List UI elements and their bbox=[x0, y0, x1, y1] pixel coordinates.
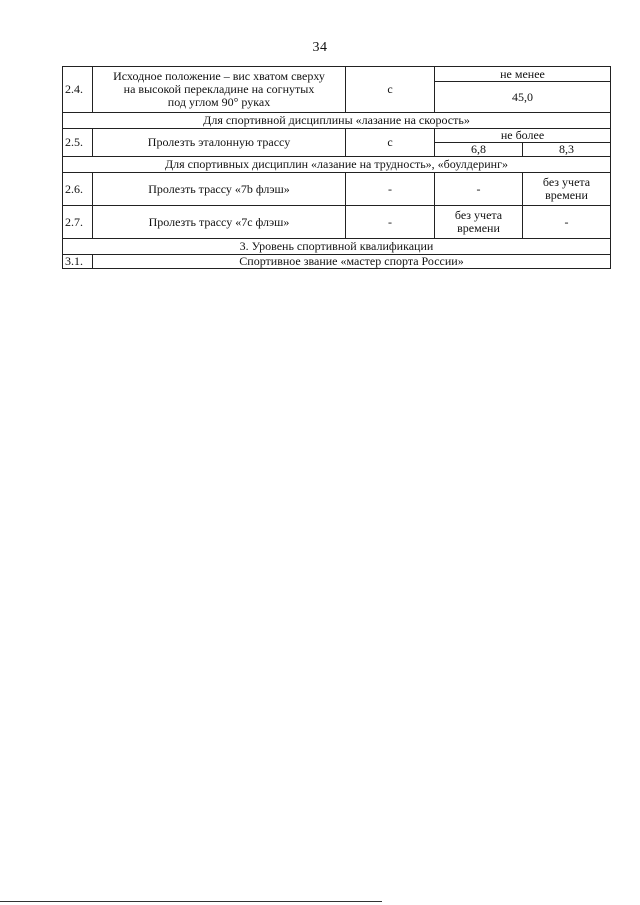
value-cell: - bbox=[523, 206, 611, 239]
row-number: 2.6. bbox=[63, 173, 93, 206]
unit-cell: с bbox=[346, 129, 435, 157]
value-cell: 6,8 bbox=[435, 143, 523, 157]
exercise-description: Пролезть трассу «7b флэш» bbox=[93, 173, 346, 206]
value-cell bbox=[435, 206, 523, 239]
value-line: времени bbox=[545, 188, 588, 202]
row-number: 2.5. bbox=[63, 129, 93, 157]
row-number: 2.7. bbox=[63, 206, 93, 239]
table-row bbox=[63, 67, 611, 82]
section-row bbox=[63, 157, 611, 173]
description-line: под углом 90° руках bbox=[167, 95, 271, 109]
table-row bbox=[63, 129, 611, 143]
description-line: на высокой перекладине на согнутых bbox=[123, 82, 315, 96]
table-row bbox=[63, 206, 611, 239]
section-heading-level: 3. Уровень спортивной квалификации bbox=[63, 239, 611, 255]
criterion-label: не менее bbox=[435, 67, 611, 82]
page-number: 34 bbox=[312, 40, 328, 55]
value-line: без учета bbox=[454, 208, 503, 222]
table-row bbox=[63, 255, 611, 269]
value-line: времени bbox=[457, 221, 500, 235]
row-number: 2.4. bbox=[63, 67, 93, 113]
exercise-description: Спортивное звание «мастер спорта России» bbox=[93, 255, 611, 269]
bottom-rule bbox=[0, 901, 382, 902]
value-cell bbox=[523, 173, 611, 206]
description-line: Исходное положение – вис хватом сверху bbox=[113, 69, 325, 83]
standards-table bbox=[62, 66, 611, 269]
section-heading-speed: Для спортивной дисциплины «лазание на скорость» bbox=[63, 113, 611, 129]
exercise-description: Пролезть эталонную трассу bbox=[93, 129, 346, 157]
unit-cell: с bbox=[346, 67, 435, 113]
exercise-description: Пролезть трассу «7c флэш» bbox=[93, 206, 346, 239]
value-cell: 8,3 bbox=[523, 143, 611, 157]
section-heading-difficulty: Для спортивных дисциплин «лазание на трудность», «боулдеринг» bbox=[63, 157, 611, 173]
value-cell: 45,0 bbox=[435, 82, 611, 113]
exercise-description bbox=[93, 67, 346, 113]
section-row bbox=[63, 113, 611, 129]
value-cell: - bbox=[435, 173, 523, 206]
value-line: без учета bbox=[542, 175, 591, 189]
section-row bbox=[63, 239, 611, 255]
criterion-label: не более bbox=[435, 129, 611, 143]
row-number: 3.1. bbox=[63, 255, 93, 269]
unit-cell: - bbox=[346, 173, 435, 206]
table-row bbox=[63, 173, 611, 206]
unit-cell: - bbox=[346, 206, 435, 239]
